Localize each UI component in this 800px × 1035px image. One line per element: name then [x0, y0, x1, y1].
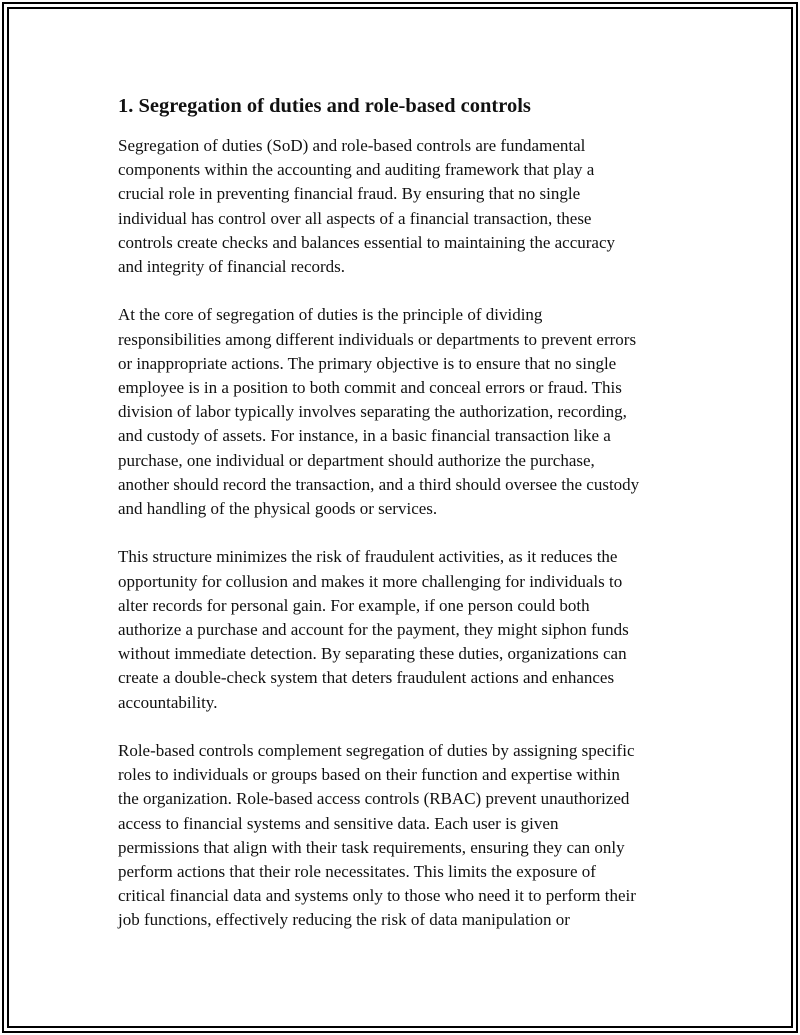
paragraph-line: and custody of assets. For instance, in a basic financial transaction like a — [118, 426, 611, 446]
paragraph-line: and integrity of financial records. — [118, 257, 346, 277]
paragraph-1 — [118, 134, 698, 279]
paragraph-line: components within the accounting and auditing framework that play a — [118, 160, 595, 180]
paragraph-line: or inappropriate actions. The primary objective is to ensure that no single — [118, 353, 617, 373]
section-heading: 1. Segregation of duties and role-based controls — [118, 95, 531, 117]
paragraph-line: At the core of segregation of duties is the principle of dividing — [118, 305, 543, 325]
paragraph-line: alter records for personal gain. For example, if one person could both — [118, 595, 590, 615]
paragraph-line: individual has control over all aspects of a financial transaction, these — [118, 208, 592, 228]
paragraph-line: roles to individuals or groups based on their function and expertise within — [118, 765, 620, 785]
paragraph-2 — [118, 303, 698, 521]
paragraph-line: job functions, effectively reducing the risk of data manipulation or — [118, 910, 570, 930]
document-body — [118, 92, 698, 957]
paragraph-line: accountability. — [118, 692, 218, 712]
paragraph-line: Role-based controls complement segregation of duties by assigning specific — [118, 741, 635, 761]
paragraph-line: authorize a purchase and account for the payment, they might siphon funds — [118, 620, 629, 640]
paragraph-3 — [118, 545, 698, 714]
paragraph-line: controls create checks and balances essential to maintaining the accuracy — [118, 232, 616, 252]
paragraph-line: perform actions that their role necessitates. This limits the exposure of — [118, 862, 596, 882]
paragraph-line: access to financial systems and sensitive data. Each user is given — [118, 813, 559, 833]
paragraph-4 — [118, 739, 698, 933]
paragraph-line: responsibilities among different individuals or departments to prevent errors — [118, 329, 637, 349]
paragraph-line: and handling of the physical goods or services. — [118, 499, 438, 519]
paragraph-line: purchase, one individual or department should authorize the purchase, — [118, 450, 595, 470]
paragraph-line: employee is in a position to both commit and conceal errors or fraud. This — [118, 378, 622, 398]
paragraph-line: This structure minimizes the risk of fraudulent activities, as it reduces the — [118, 547, 618, 567]
paragraph-line: division of labor typically involves separating the authorization, recording, — [118, 402, 627, 422]
paragraph-line: without immediate detection. By separating these duties, organizations can — [118, 644, 627, 664]
paragraph-line: the organization. Role-based access controls (RBAC) prevent unauthorized — [118, 789, 630, 809]
paragraph-line: permissions that align with their task requirements, ensuring they can only — [118, 837, 625, 857]
paragraph-line: critical financial data and systems only to those who need it to perform their — [118, 886, 636, 906]
paragraph-line: create a double-check system that deters fraudulent actions and enhances — [118, 668, 615, 688]
paragraph-line: crucial role in preventing financial fraud. By ensuring that no single — [118, 184, 581, 204]
paragraph-line: Segregation of duties (SoD) and role-based controls are fundamental — [118, 136, 586, 155]
paragraph-line: opportunity for collusion and makes it more challenging for individuals to — [118, 571, 623, 591]
paragraph-line: another should record the transaction, and a third should oversee the custody — [118, 474, 640, 494]
